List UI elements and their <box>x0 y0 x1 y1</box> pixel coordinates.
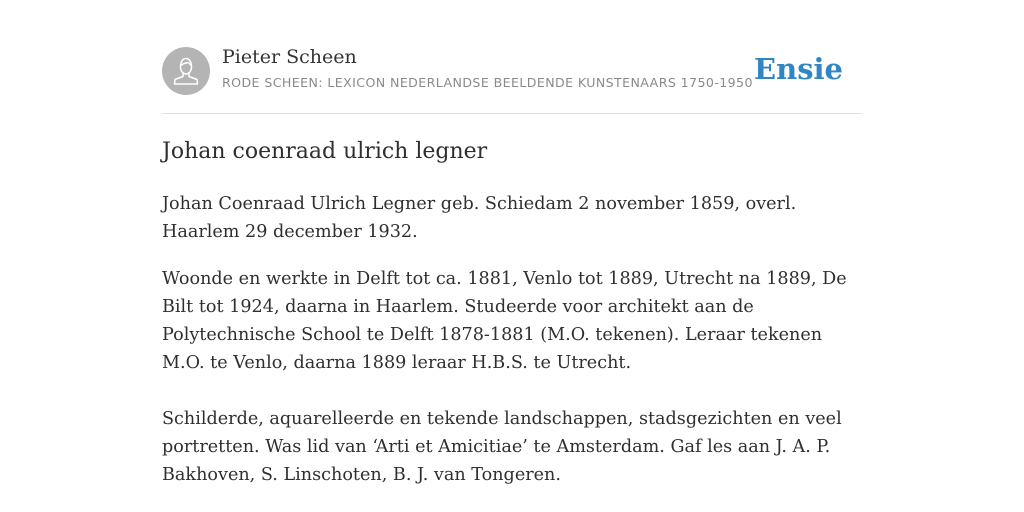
article-title: Johan coenraad ulrich legner <box>162 139 488 164</box>
page <box>162 0 862 485</box>
article-body <box>162 190 862 489</box>
author-name[interactable]: Pieter Scheen <box>222 46 357 68</box>
header <box>162 0 862 114</box>
article-paragraph-career: Woonde en werkte in Delft tot ca. 1881, Venlo tot 1889, Utrecht na 1889, De Bilt tot 1924, daarna in Haarlem. Studeerde voor architekt aan de Polytechnische School te Delft 1878-1881 (M.O. tekenen). Leraar tekenen M.O. te Venlo, daarna 1889 leraar H.B.S. te Utrecht. <box>162 269 847 373</box>
article-paragraph-birth: Johan Coenraad Ulrich Legner geb. Schiedam 2 november 1859, overl. Haarlem 29 december 1932. <box>162 194 797 242</box>
ensie-logo[interactable]: Ensie <box>754 52 843 86</box>
avatar[interactable] <box>162 47 210 95</box>
user-silhouette-icon <box>162 47 210 95</box>
article-paragraph-work: Schilderde, aquarelleerde en tekende landschappen, stadsgezichten en veel portretten. Was lid van ‘Arti et Amicitiae’ te Amsterdam. Gaf les aan J. A. P. Bakhoven, S. Linschoten, B. J. van Tongeren. <box>162 409 842 485</box>
source-title[interactable]: RODE SCHEEN: LEXICON NEDERLANDSE BEELDENDE KUNSTENAARS 1750-1950 <box>222 75 753 90</box>
